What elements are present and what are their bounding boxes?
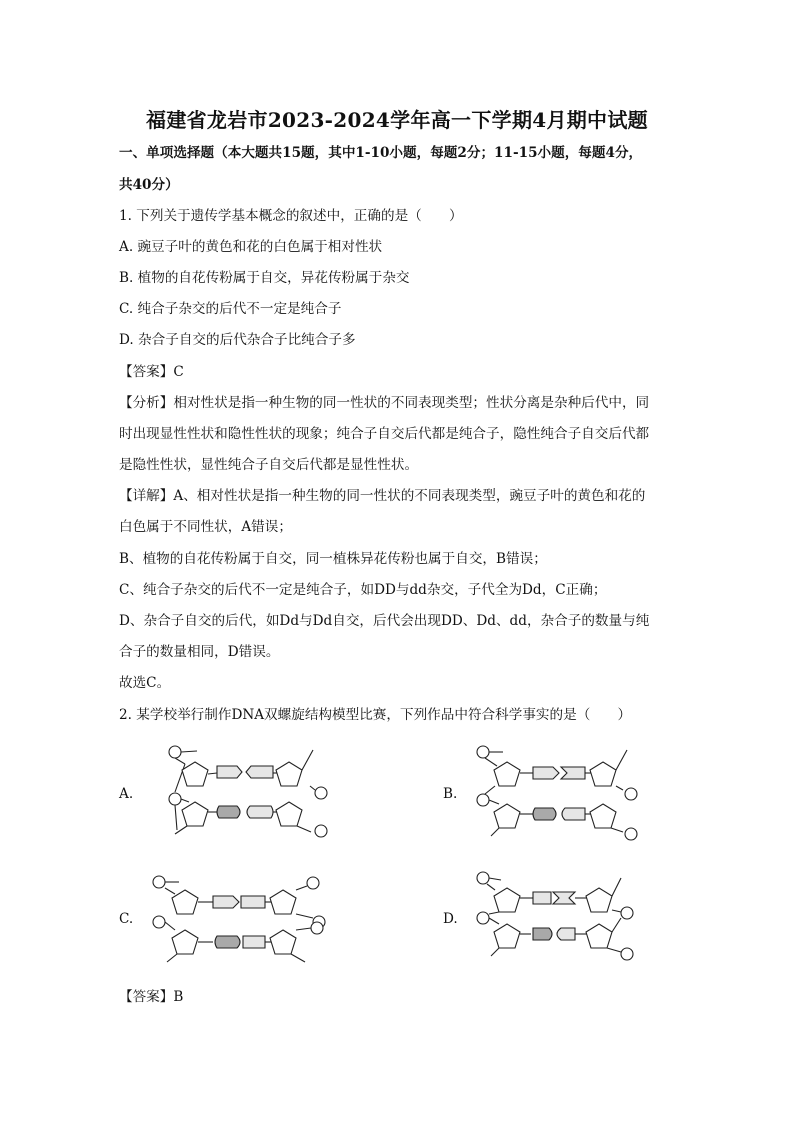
q1-detail-line5: D、杂合子自交的后代，如Dd与Dd自交，后代会出现DD、Dd、dd，杂合子的数量与纯 bbox=[119, 613, 650, 629]
section-heading-line2: 共40分） bbox=[119, 177, 179, 193]
q1-analysis-line1: 【分析】相对性状是指一种生物的同一性状的不同表现类型；性状分离是杂种后代中，同 bbox=[119, 395, 650, 411]
q1-detail-line3: B、植物的自花传粉属于自交，同一植株异花传粉也属于自交，B错误； bbox=[119, 551, 547, 567]
dna-model-diagram-b bbox=[465, 742, 655, 842]
dna-model-diagram-c bbox=[145, 870, 335, 970]
q2-answer: 【答案】B bbox=[119, 989, 184, 1005]
q1-option-a: A. 豌豆子叶的黄色和花的白色属于相对性状 bbox=[119, 239, 383, 255]
q1-analysis-line3: 是隐性性状，显性纯合子自交后代都是显性性状。 bbox=[119, 457, 419, 473]
q2-option-label-d: D. bbox=[443, 911, 458, 927]
q1-option-b: B. 植物的自花传粉属于自交，异花传粉属于杂交 bbox=[119, 270, 410, 286]
q2-option-label-c: C. bbox=[119, 911, 134, 927]
q1-analysis-line2: 时出现显性性状和隐性性状的现象；纯合子自交后代都是纯合子，隐性纯合子自交后代都 bbox=[119, 426, 650, 442]
q1-option-d: D. 杂合子自交的后代杂合子比纯合子多 bbox=[119, 332, 356, 348]
q1-detail-line1: 【详解】A、相对性状是指一种生物的同一性状的不同表现类型，豌豆子叶的黄色和花的 bbox=[119, 488, 646, 504]
q2-option-label-a: A. bbox=[119, 786, 134, 802]
q1-answer: 【答案】C bbox=[119, 364, 184, 380]
q1-detail-line4: C、纯合子杂交的后代不一定是纯合子，如DD与dd杂交，子代全为Dd，C正确； bbox=[119, 582, 607, 598]
q1-stem: 1. 下列关于遗传学基本概念的叙述中，正确的是（ ） bbox=[119, 208, 463, 224]
dna-model-diagram-a bbox=[145, 742, 335, 842]
q1-option-c: C. 纯合子杂交的后代不一定是纯合子 bbox=[119, 301, 342, 317]
q2-option-label-b: B. bbox=[443, 786, 458, 802]
dna-model-diagram-d bbox=[465, 866, 655, 966]
q1-detail-line6: 合子的数量相同，D错误。 bbox=[119, 644, 280, 660]
page-title: 福建省龙岩市2023-2024学年高一下学期4月期中试题 bbox=[146, 108, 648, 132]
q2-stem: 2. 某学校举行制作DNA双螺旋结构模型比赛，下列作品中符合科学事实的是（ ） bbox=[119, 707, 632, 723]
section-heading-line1: 一、单项选择题（本大题共15题，其中1-10小题，每题2分；11-15小题，每题4分， bbox=[119, 145, 643, 161]
q1-detail-line2: 白色属于不同性状，A错误； bbox=[119, 519, 292, 535]
q1-detail-line7: 故选C。 bbox=[119, 675, 171, 691]
